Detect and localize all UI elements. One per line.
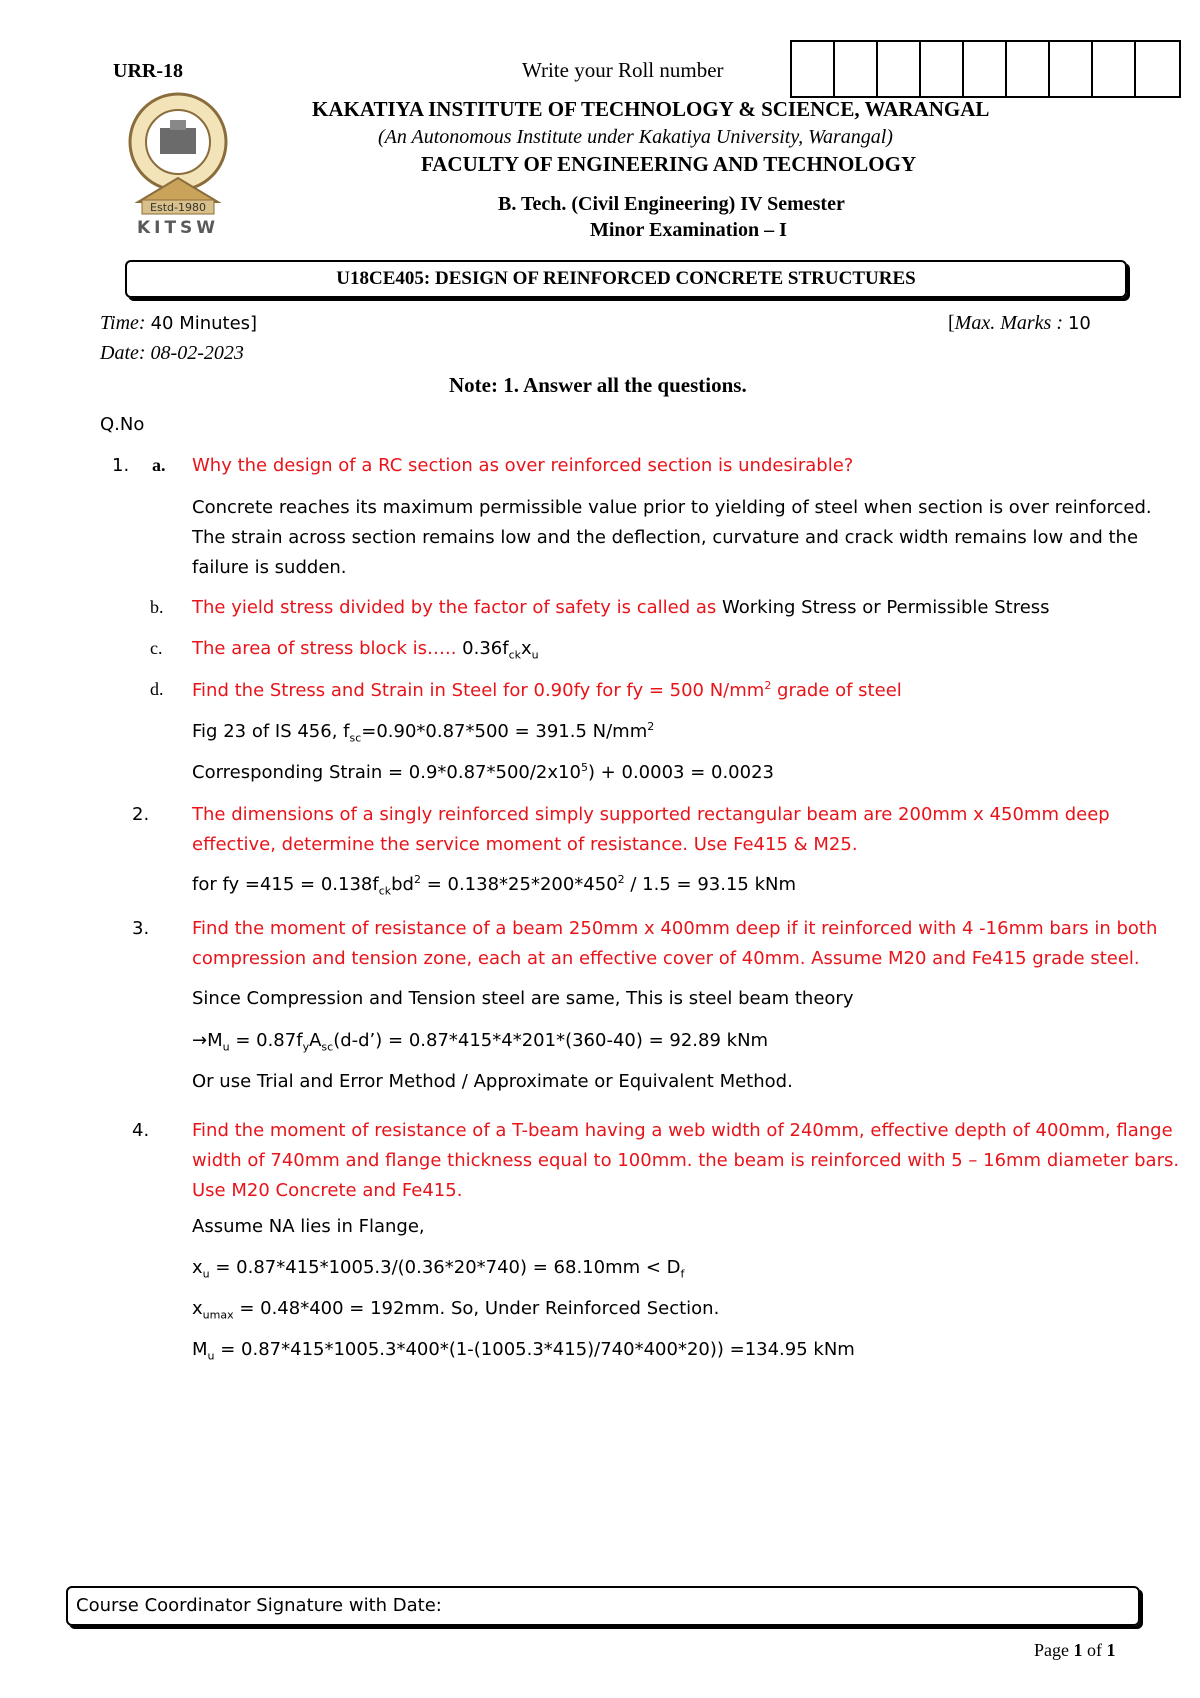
q4-question-line: Use M20 Concrete and Fe415. [192, 1180, 463, 1201]
roll-digit-box[interactable] [1007, 42, 1050, 96]
time-label: Time: [100, 312, 146, 334]
superscript: 2 [413, 873, 421, 886]
superscript: 2 [764, 679, 772, 692]
text: for fy =415 = 0.138f [192, 874, 379, 895]
subscript: u [531, 648, 539, 662]
institute-logo [118, 90, 238, 240]
roll-digit-box[interactable] [964, 42, 1007, 96]
roll-digit-box[interactable] [921, 42, 964, 96]
text: Fig 23 of IS 456, f [192, 721, 350, 742]
time-line [100, 312, 257, 335]
exam-date: Date: 08-02-2023 [100, 342, 244, 364]
q2-question-line: effective, determine the service moment of resistance. Use Fe415 & M25. [192, 834, 858, 855]
signature-box[interactable] [66, 1586, 1140, 1626]
q1a-answer [192, 493, 1152, 583]
q1c-label: c. [150, 638, 163, 658]
q2-number: 2. [132, 804, 150, 825]
text: of [1082, 1640, 1107, 1660]
program-name: B. Tech. (Civil Engineering) IV Semester [498, 193, 845, 215]
roll-digit-box[interactable] [878, 42, 921, 96]
subscript: f [680, 1267, 685, 1281]
q3-question-line: Find the moment of resistance of a beam 250mm x 400mm deep if it reinforced with 4 -16mm bars in both [192, 918, 1158, 939]
text: ) + 0.0003 = 0.0023 [587, 762, 774, 783]
q1c-answer: 0.36f [456, 638, 509, 659]
q1a-question: Why the design of a RC section as over reinforced section is undesirable? [192, 455, 854, 476]
q3-answer-2 [192, 1030, 768, 1054]
roll-digit-box[interactable] [1050, 42, 1093, 96]
faculty-name: FACULTY OF ENGINEERING AND TECHNOLOGY [421, 152, 917, 176]
subscript: umax [202, 1308, 234, 1322]
q3-question [192, 914, 1157, 974]
q2-question [192, 800, 1110, 860]
regulation-code: URR-18 [113, 60, 183, 82]
text: = 0.87f [229, 1030, 303, 1051]
q4-answer-3 [192, 1298, 719, 1322]
roll-digit-box[interactable] [835, 42, 878, 96]
subscript: y [302, 1040, 310, 1054]
roll-digit-box[interactable] [792, 42, 835, 96]
q2-question-line: The dimensions of a singly reinforced simply supported rectangular beam are 200mm x 450mm deep [192, 804, 1110, 825]
text: A [309, 1030, 322, 1051]
q1b-line [192, 597, 1050, 618]
q4-answer-4 [192, 1339, 855, 1363]
q1a-answer-line: failure is sudden. [192, 557, 347, 578]
logo-estd: Estd-1980 [150, 201, 206, 214]
exam-name: Minor Examination – I [590, 219, 787, 241]
q1a-label: a. [152, 455, 166, 475]
text: M [192, 1339, 208, 1360]
roll-number-label: Write your Roll number [522, 58, 724, 82]
institute-subtitle: (An Autonomous Institute under Kakatiya University, Warangal) [378, 126, 893, 148]
q2-answer [192, 873, 796, 898]
logo-name: KITSW [136, 218, 220, 238]
q1c-line [192, 638, 539, 662]
text: x [192, 1298, 203, 1319]
q4-question-line: width of 740mm and flange thickness equal to 100mm. the beam is reinforced with 5 – 16mm diameter bars. [192, 1150, 1180, 1171]
text: / 1.5 = 93.15 kNm [624, 874, 797, 895]
roll-digit-box[interactable] [1136, 42, 1179, 96]
arrow-icon: → [192, 1030, 208, 1051]
superscript: 5 [580, 761, 588, 774]
q4-answer-2 [192, 1257, 684, 1281]
superscript: 2 [617, 873, 625, 886]
subscript: sc [349, 731, 362, 745]
signature-label: Course Coordinator Signature with Date: [76, 1595, 442, 1616]
q1d-answer-1 [192, 720, 654, 745]
q1c-question: The area of stress block is….. [192, 638, 457, 659]
q1a-answer-line: Concrete reaches its maximum permissible value prior to yielding of steel when section is over reinforced. [192, 497, 1152, 518]
time-value: 40 Minutes] [150, 313, 258, 334]
text: = 0.87*415*1005.3*400*(1-(1005.3*415)/740*400*20)) =134.95 kNm [214, 1339, 855, 1360]
q1a-answer-line: The strain across section remains low and the deflection, curvature and crack width remains low and the [192, 527, 1139, 548]
qno-label: Q.No [100, 414, 145, 435]
text: = 0.87*415*1005.3/(0.36*20*740) = 68.10mm < D [209, 1257, 681, 1278]
q4-number: 4. [132, 1120, 150, 1141]
subscript: u [222, 1040, 230, 1054]
q1d-question [192, 679, 902, 701]
text: = 0.48*400 = 192mm. So, Under Reinforced Section. [233, 1298, 720, 1319]
text: bd [391, 874, 414, 895]
subscript: u [202, 1267, 210, 1281]
text: 1 [1106, 1640, 1116, 1660]
q1d-question-end: grade of steel [771, 680, 902, 701]
text: x [192, 1257, 203, 1278]
text: Corresponding Strain = 0.9*0.87*500/2x10 [192, 762, 581, 783]
superscript: 2 [647, 720, 655, 733]
text: =0.90*0.87*500 = 391.5 N/mm [361, 721, 648, 742]
q1-number: 1. [112, 455, 130, 476]
note-text: 1. Answer all the questions. [503, 373, 747, 397]
q4-question-line: Find the moment of resistance of a T-beam having a web width of 240mm, effective depth of 400mm, flange [192, 1120, 1173, 1141]
q3-answer-3: Or use Trial and Error Method / Approximate or Equivalent Method. [192, 1071, 793, 1092]
q4-question [192, 1116, 1179, 1206]
q3-question-line: compression and tension zone, each at an effective cover of 40mm. Assume M20 and Fe415 grade steel. [192, 948, 1140, 969]
subscript: ck [378, 884, 392, 898]
course-title: U18CE405: DESIGN OF REINFORCED CONCRETE STRUCTURES [336, 268, 916, 289]
marks-bracket: [ [948, 312, 955, 334]
q4-answer-1: Assume NA lies in Flange, [192, 1216, 425, 1237]
marks-value: 10 [1067, 313, 1091, 334]
note-label: Note: [449, 373, 498, 397]
subscript: sc [321, 1040, 334, 1054]
marks-label: Max. Marks : [954, 312, 1063, 334]
max-marks [948, 312, 1091, 335]
q3-number: 3. [132, 918, 150, 939]
note [449, 373, 747, 398]
subscript: u [207, 1349, 215, 1363]
text: M [207, 1030, 223, 1051]
q3-answer-1: Since Compression and Tension steel are same, This is steel beam theory [192, 988, 854, 1009]
roll-number-grid[interactable] [790, 40, 1181, 98]
text: = 0.138*25*200*450 [420, 874, 618, 895]
text: Page [1034, 1640, 1074, 1660]
q1d-question-text: Find the Stress and Strain in Steel for 0.90fy for fy = 500 N/mm [192, 680, 765, 701]
institute-name: KAKATIYA INSTITUTE OF TECHNOLOGY & SCIENCE, WARANGAL [312, 97, 990, 121]
text: (d-d’) = 0.87*415*4*201*(360-40) = 92.89 kNm [333, 1030, 769, 1051]
q1b-label: b. [150, 597, 164, 617]
q1d-answer-2 [192, 761, 774, 783]
q1c-answer-x: x [521, 638, 532, 659]
page-number [1034, 1640, 1116, 1661]
text: 1 [1073, 1640, 1083, 1660]
q1b-question: The yield stress divided by the factor of safety is called as [192, 597, 717, 618]
q1d-label: d. [150, 679, 164, 699]
subscript: ck [508, 648, 521, 662]
q1b-answer: Working Stress or Permissible Stress [716, 597, 1050, 618]
roll-digit-box[interactable] [1093, 42, 1136, 96]
course-title-box [125, 260, 1127, 298]
